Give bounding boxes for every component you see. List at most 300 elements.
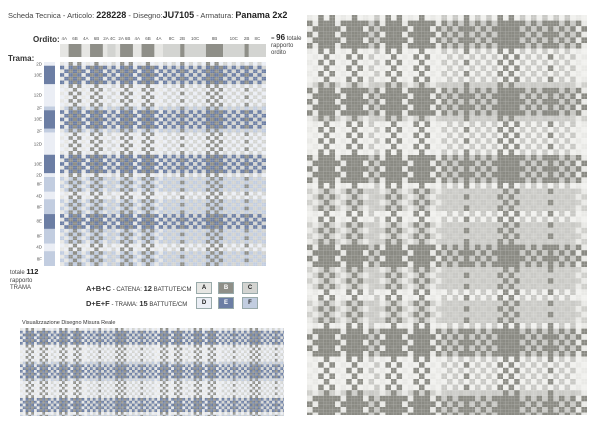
- weave-cell: [71, 147, 73, 149]
- weave-cell: [215, 97, 217, 99]
- weave-cell: [206, 136, 208, 138]
- weave-cell: [131, 73, 133, 75]
- weave-cell: [154, 82, 156, 84]
- weave-cell: [88, 149, 90, 151]
- weave-cell: [206, 107, 208, 109]
- weave-cell: [193, 153, 195, 155]
- weave-cell: [255, 75, 257, 77]
- weave-cell: [223, 123, 225, 125]
- weave-cell: [142, 123, 144, 125]
- weave-cell: [161, 68, 163, 70]
- weave-cell: [148, 103, 150, 105]
- weave-cell: [135, 73, 137, 75]
- weave-cell: [210, 147, 212, 149]
- weave-cell: [157, 142, 159, 144]
- weave-cell: [240, 86, 242, 88]
- weave-cell: [182, 116, 184, 118]
- weave-cell: [96, 114, 98, 116]
- weave-cell: [159, 151, 161, 153]
- weave-cell: [129, 114, 131, 116]
- weave-cell: [180, 99, 182, 101]
- weave-cell: [199, 64, 201, 66]
- weave-cell: [159, 114, 161, 116]
- weave-cell: [79, 97, 81, 99]
- weave-cell: [152, 119, 154, 121]
- weave-cell: [262, 110, 264, 112]
- weave-cell: [249, 138, 251, 140]
- weave-cell: [77, 151, 79, 153]
- weave-cell: [135, 77, 137, 79]
- weave-cell: [232, 101, 234, 103]
- weave-cell: [219, 134, 221, 136]
- weave-cell: [124, 119, 126, 121]
- weave-cell: [150, 66, 152, 68]
- weave-cell: [221, 95, 223, 97]
- weave-cell: [77, 97, 79, 99]
- weave-cell: [206, 127, 208, 129]
- weave-cell: [240, 69, 242, 71]
- weave-cell: [86, 101, 88, 103]
- weave-cell: [187, 140, 189, 142]
- weave-cell: [187, 64, 189, 66]
- weave-cell: [129, 90, 131, 92]
- weave-cell: [232, 131, 234, 133]
- weave-cell: [129, 140, 131, 142]
- weave-cell: [64, 66, 66, 68]
- weave-cell: [86, 68, 88, 70]
- weave-cell: [64, 134, 66, 136]
- weave-cell: [242, 103, 244, 105]
- weft-code-label: 8F: [37, 234, 42, 239]
- weave-cell: [264, 105, 266, 107]
- weave-cell: [234, 123, 236, 125]
- weave-cell: [127, 105, 129, 107]
- weave-cell: [154, 103, 156, 105]
- weave-cell: [191, 64, 193, 66]
- weave-cell: [247, 68, 249, 70]
- weave-cell: [109, 81, 111, 83]
- weave-cell: [144, 125, 146, 127]
- weave-cell: [150, 62, 152, 64]
- weave-cell: [129, 136, 131, 138]
- weave-cell: [86, 75, 88, 77]
- weave-cell: [148, 108, 150, 110]
- weave-cell: [189, 108, 191, 110]
- weave-cell: [178, 88, 180, 90]
- weave-cell: [184, 127, 186, 129]
- weave-cell: [210, 79, 212, 81]
- weave-cell: [69, 119, 71, 121]
- weave-cell: [107, 71, 109, 73]
- weave-cell: [101, 131, 103, 133]
- weave-cell: [193, 114, 195, 116]
- weave-cell: [105, 153, 107, 155]
- weave-cell: [112, 125, 114, 127]
- weave-cell: [64, 121, 66, 123]
- weave-cell: [157, 145, 159, 147]
- weave-cell: [199, 149, 201, 151]
- weave-cell: [154, 140, 156, 142]
- weave-cell: [257, 92, 259, 94]
- weave-cell: [90, 69, 92, 71]
- weave-cell: [84, 71, 86, 73]
- weave-cell: [212, 119, 214, 121]
- weave-cell: [262, 77, 264, 79]
- weave-cell: [236, 127, 238, 129]
- weave-cell: [176, 151, 178, 153]
- weave-cell: [157, 144, 159, 146]
- weave-cell: [127, 153, 129, 155]
- weave-cell: [172, 155, 174, 157]
- weave-cell: [264, 151, 266, 153]
- weave-cell: [264, 147, 266, 149]
- weave-cell: [109, 108, 111, 110]
- weave-cell: [202, 108, 204, 110]
- weave-cell: [129, 71, 131, 73]
- weave-cell: [146, 110, 148, 112]
- weave-cell: [109, 95, 111, 97]
- weave-cell: [107, 75, 109, 77]
- weave-cell: [221, 107, 223, 109]
- weave-cell: [219, 97, 221, 99]
- weave-cell: [148, 123, 150, 125]
- weave-cell: [116, 131, 118, 133]
- weave-cell: [227, 138, 229, 140]
- weave-cell: [124, 144, 126, 146]
- weave-cell: [133, 112, 135, 114]
- weave-cell: [135, 86, 137, 88]
- weave-cell: [221, 101, 223, 103]
- weave-cell: [180, 97, 182, 99]
- weave-cell: [73, 101, 75, 103]
- weave-cell: [75, 108, 77, 110]
- weave-cell: [71, 75, 73, 77]
- weave-cell: [137, 103, 139, 105]
- weave-cell: [77, 95, 79, 97]
- weave-cell: [167, 110, 169, 112]
- weave-cell: [245, 142, 247, 144]
- weave-cell: [232, 145, 234, 147]
- weave-cell: [129, 155, 131, 157]
- weave-cell: [191, 105, 193, 107]
- weave-cell: [172, 108, 174, 110]
- weave-cell: [255, 114, 257, 116]
- weave-cell: [180, 153, 182, 155]
- weave-cell: [227, 105, 229, 107]
- weave-cell: [116, 101, 118, 103]
- weave-cell: [204, 127, 206, 129]
- weave-cell: [223, 77, 225, 79]
- weave-cell: [247, 112, 249, 114]
- weave-cell: [217, 147, 219, 149]
- weave-cell: [245, 103, 247, 105]
- weave-cell: [176, 145, 178, 147]
- weave-cell: [182, 129, 184, 131]
- weft-strip-segment: [44, 251, 55, 266]
- disegno-label: - Disegno:: [128, 11, 162, 20]
- weave-cell: [103, 136, 105, 138]
- weave-cell: [255, 112, 257, 114]
- weave-cell: [182, 136, 184, 138]
- weave-cell: [159, 108, 161, 110]
- weave-cell: [107, 79, 109, 81]
- weave-cell: [245, 62, 247, 64]
- weave-cell: [109, 145, 111, 147]
- weave-cell: [112, 81, 114, 83]
- weave-cell: [215, 144, 217, 146]
- weave-cell: [96, 131, 98, 133]
- weave-cell: [225, 151, 227, 153]
- weave-cell: [223, 142, 225, 144]
- weave-cell: [215, 153, 217, 155]
- weave-cell: [176, 118, 178, 120]
- weave-cell: [219, 99, 221, 101]
- weave-cell: [182, 153, 184, 155]
- weave-cell: [73, 119, 75, 121]
- weave-cell: [157, 136, 159, 138]
- weave-cell: [260, 73, 262, 75]
- weave-cell: [154, 147, 156, 149]
- weave-cell: [116, 79, 118, 81]
- weave-cell: [159, 79, 161, 81]
- weave-cell: [249, 99, 251, 101]
- weave-cell: [212, 101, 214, 103]
- weave-cell: [195, 84, 197, 86]
- weave-cell: [137, 90, 139, 92]
- weave-cell: [64, 131, 66, 133]
- weave-cell: [253, 71, 255, 73]
- weave-cell: [264, 62, 266, 64]
- weave-cell: [204, 103, 206, 105]
- weave-cell: [202, 110, 204, 112]
- weave-cell: [165, 110, 167, 112]
- weave-cell: [221, 142, 223, 144]
- weave-cell: [124, 90, 126, 92]
- weave-cell: [174, 105, 176, 107]
- weave-cell: [204, 90, 206, 92]
- weave-cell: [79, 77, 81, 79]
- weave-cell: [133, 136, 135, 138]
- weave-cell: [139, 138, 141, 140]
- weave-cell: [174, 97, 176, 99]
- weave-cell: [139, 64, 141, 66]
- weave-cell: [191, 142, 193, 144]
- weft-strip-segment: [44, 132, 55, 154]
- weave-cell: [129, 108, 131, 110]
- weave-cell: [210, 144, 212, 146]
- weave-cell: [124, 92, 126, 94]
- weave-cell: [109, 79, 111, 81]
- weave-cell: [163, 119, 165, 121]
- weave-cell: [150, 103, 152, 105]
- weave-cell: [257, 147, 259, 149]
- weave-cell: [131, 68, 133, 70]
- weave-cell: [264, 107, 266, 109]
- weave-cell: [176, 97, 178, 99]
- weave-cell: [191, 144, 193, 146]
- weave-cell: [187, 79, 189, 81]
- weave-cell: [172, 81, 174, 83]
- weave-cell: [206, 151, 208, 153]
- weave-cell: [227, 75, 229, 77]
- weave-cell: [245, 68, 247, 70]
- weave-cell: [144, 82, 146, 84]
- weave-cell: [114, 90, 116, 92]
- weave-cell: [94, 110, 96, 112]
- weave-cell: [148, 114, 150, 116]
- weave-cell: [127, 119, 129, 121]
- weave-cell: [62, 62, 64, 64]
- weave-cell: [234, 81, 236, 83]
- weave-cell: [103, 66, 105, 68]
- weave-cell: [77, 68, 79, 70]
- weave-cell: [159, 95, 161, 97]
- weave-cell: [260, 155, 262, 157]
- weave-cell: [197, 88, 199, 90]
- weave-cell: [152, 73, 154, 75]
- weave-cell: [112, 114, 114, 116]
- weave-cell: [118, 75, 120, 77]
- weave-cell: [144, 110, 146, 112]
- weave-cell: [94, 64, 96, 66]
- weave-cell: [167, 66, 169, 68]
- weave-cell: [212, 107, 214, 109]
- weave-cell: [105, 145, 107, 147]
- weave-cell: [79, 75, 81, 77]
- weave-cell: [101, 140, 103, 142]
- weave-cell: [73, 138, 75, 140]
- weave-cell: [120, 92, 122, 94]
- weave-cell: [114, 81, 116, 83]
- weave-cell: [210, 138, 212, 140]
- weave-cell: [187, 82, 189, 84]
- weave-cell: [60, 118, 62, 120]
- weave-cell: [150, 134, 152, 136]
- weave-cell: [202, 114, 204, 116]
- weave-cell: [105, 97, 107, 99]
- weft-strip-segment: [44, 129, 55, 133]
- weave-cell: [120, 132, 122, 134]
- weave-cell: [262, 97, 264, 99]
- warp-total-line3: ordito: [271, 50, 286, 56]
- weave-cell: [169, 66, 171, 68]
- weave-cell: [184, 138, 186, 140]
- warp-strip-segment: [107, 44, 116, 57]
- weave-cell: [217, 62, 219, 64]
- weave-cell: [238, 138, 240, 140]
- weave-cell: [204, 68, 206, 70]
- weave-cell: [199, 82, 201, 84]
- weave-cell: [86, 110, 88, 112]
- weave-cell: [195, 108, 197, 110]
- weave-cell: [103, 105, 105, 107]
- weave-cell: [127, 134, 129, 136]
- weave-cell: [139, 101, 141, 103]
- warp-code-label: 10C: [230, 36, 238, 41]
- weave-cell: [105, 140, 107, 142]
- weave-cell: [86, 95, 88, 97]
- weave-cell: [88, 119, 90, 121]
- weave-cell: [165, 86, 167, 88]
- weave-cell: [197, 144, 199, 146]
- weave-cell: [178, 75, 180, 77]
- weave-cell: [154, 149, 156, 151]
- weave-cell: [260, 68, 262, 70]
- weave-cell: [193, 149, 195, 151]
- weave-cell: [137, 151, 139, 153]
- weave-cell: [71, 155, 73, 157]
- weave-cell: [232, 81, 234, 83]
- weave-cell: [105, 110, 107, 112]
- weave-cell: [176, 107, 178, 109]
- weave-cell: [184, 147, 186, 149]
- weave-cell: [124, 79, 126, 81]
- weave-cell: [146, 64, 148, 66]
- weave-cell: [221, 105, 223, 107]
- weave-cell: [152, 108, 154, 110]
- weave-cell: [124, 66, 126, 68]
- weave-cell: [169, 116, 171, 118]
- weave-cell: [176, 103, 178, 105]
- weave-cell: [99, 142, 101, 144]
- weave-cell: [157, 84, 159, 86]
- weave-cell: [62, 110, 64, 112]
- weave-cell: [219, 69, 221, 71]
- weave-cell: [77, 64, 79, 66]
- weave-cell: [142, 129, 144, 131]
- weave-cell: [260, 95, 262, 97]
- weave-cell: [124, 62, 126, 64]
- weave-cell: [107, 66, 109, 68]
- weave-cell: [176, 79, 178, 81]
- weave-cell: [167, 116, 169, 118]
- weave-cell: [182, 151, 184, 153]
- weave-cell: [264, 142, 266, 144]
- weave-cell: [73, 134, 75, 136]
- weave-cell: [92, 145, 94, 147]
- weave-cell: [262, 123, 264, 125]
- weave-cell: [159, 147, 161, 149]
- weave-cell: [135, 118, 137, 120]
- weave-cell: [227, 97, 229, 99]
- weave-cell: [217, 103, 219, 105]
- weave-cell: [264, 110, 266, 112]
- weave-cell: [122, 81, 124, 83]
- weave-cell: [131, 88, 133, 90]
- weave-cell: [69, 142, 71, 144]
- weave-cell: [245, 101, 247, 103]
- weave-cell: [146, 151, 148, 153]
- weave-cell: [204, 62, 206, 64]
- weave-cell: [172, 142, 174, 144]
- weft-code-label: 10E: [34, 162, 42, 167]
- weave-cell: [105, 114, 107, 116]
- weave-cell: [242, 82, 244, 84]
- weave-cell: [189, 147, 191, 149]
- weave-cell: [66, 131, 68, 133]
- weave-cell: [230, 151, 232, 153]
- weft-code-label: 10E: [34, 117, 42, 122]
- weave-cell: [165, 97, 167, 99]
- weave-cell: [232, 66, 234, 68]
- weave-cell: [253, 77, 255, 79]
- weave-cell: [94, 142, 96, 144]
- weave-cell: [107, 105, 109, 107]
- weave-cell: [242, 114, 244, 116]
- weave-cell: [154, 81, 156, 83]
- weave-cell: [221, 151, 223, 153]
- weave-cell: [253, 90, 255, 92]
